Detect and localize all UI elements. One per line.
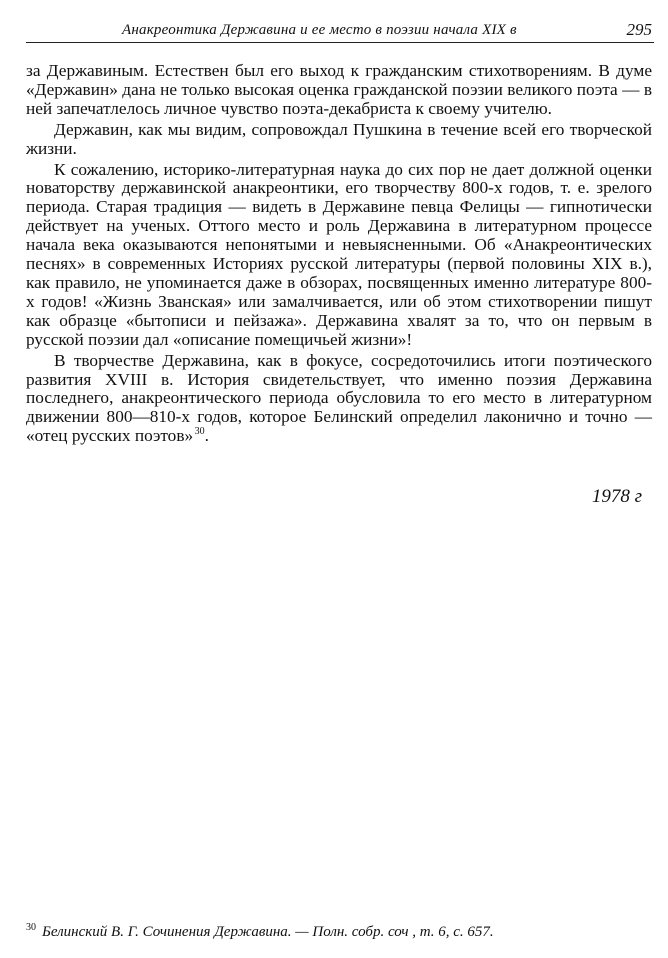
paragraph-3: К сожалению, историко-литературная наука до сих пор не дает должной оценки новаторству державинской анакреонтики, его творчеству 800-х годов, т. е. зрелого периода. Старая традиция — видеть в Державине певца Фелицы — гипнотически действует на ученых. Оттого место и роль Державина в литературном процессе начала века оказываются непонятыми и невыясненными. Об «Анакреонтических песнях» в современных Историях русской литературы (первой половины XIX в.), как правило, не упоминается даже в обзорах, посвященных именно литературе 800-х годов! «Жизнь Званская» или замалчивается, или об этом стихотворении пишут как образце «бытописи и пейзажа». Державина хвалят за то, что он первым в русской поэзии дал «описание помещичьей жизни»!	[26, 159, 652, 349]
header-rule	[26, 42, 654, 43]
page-header	[26, 14, 654, 44]
dateline: 1978 г	[591, 486, 642, 507]
paragraph-4-end: .	[204, 426, 209, 446]
page-number: 295	[626, 20, 652, 39]
footnote-text: Белинский В. Г. Сочинения Державина. — Полн. собр. соч , т. 6, с. 657.	[42, 924, 494, 940]
running-title: Анакреонтика Державина и ее место в поэзии начала XIX в	[122, 22, 517, 38]
footnote-number: 30	[26, 922, 36, 933]
paragraph-4	[26, 352, 652, 447]
paragraph-4-text: В творчестве Державина, как в фокусе, сосредоточились итоги поэтического развития XVIII в. История свидетельствует, что именно поэзия Державина последнего, анакреонтического периода обусловила то его место в литературном движении 800—810-х годов, которое Белинский определил лаконично и точно — «отец русских поэтов»	[26, 350, 652, 446]
footnote-reference: 30	[194, 426, 205, 438]
paragraph-1: за Державиным. Естествен был его выход к гражданским стихотворениям. В думе «Державин» дана не только высокая оценка гражданской поэзии великого поэта — в ней запечатлелось личное чувство поэта-декабриста к своему учителю.	[26, 61, 652, 118]
body-text	[26, 62, 652, 446]
footnote	[26, 924, 646, 941]
paragraph-2: Державин, как мы видим, сопровождал Пушкина в течение всей его творческой жизни.	[26, 119, 652, 158]
